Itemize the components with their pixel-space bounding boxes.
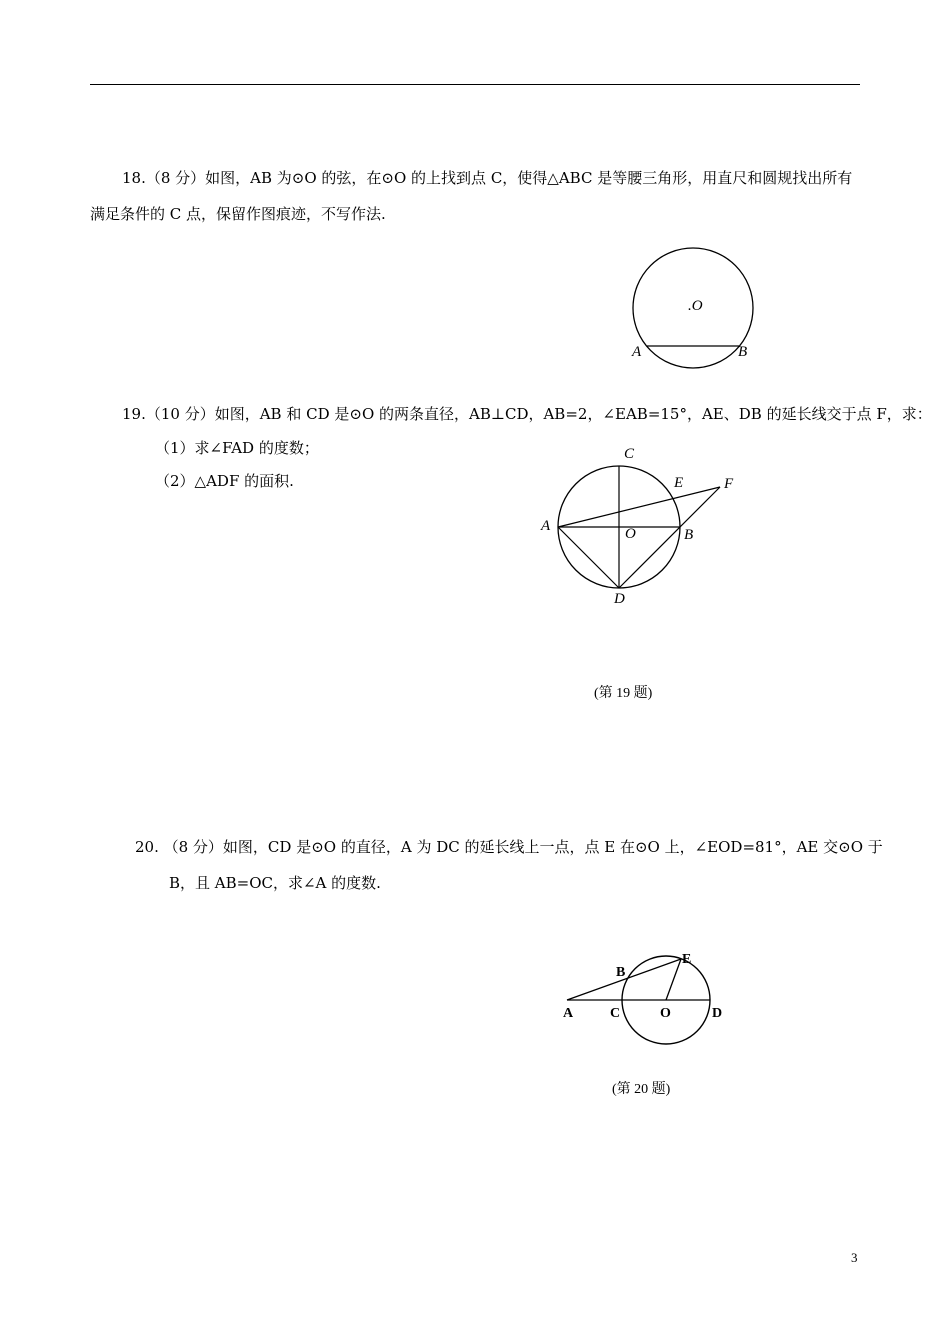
q18-label-a: A bbox=[632, 344, 642, 360]
q18-label-b: B bbox=[738, 344, 748, 360]
q19-label-b: B bbox=[684, 527, 694, 543]
q19-label-o: O bbox=[625, 526, 636, 542]
q19-label-f: F bbox=[724, 476, 734, 492]
q18-label-o: .O bbox=[688, 298, 703, 314]
q18-figure bbox=[620, 240, 770, 370]
q18-line2: 满足条件的 C 点，保留作图痕迹，不写作法. bbox=[90, 205, 386, 223]
header-rule bbox=[90, 84, 860, 85]
q19-line-af bbox=[558, 487, 720, 527]
q20-line1: 20. （8 分）如图，CD 是⊙O 的直径，A 为 DC 的延长线上一点，点 E 在⊙O 上，∠EOD=81°，AE 交⊙O 于 bbox=[135, 838, 883, 856]
q19-caption: (第 19 题) bbox=[594, 686, 653, 701]
q19-label-e: E bbox=[674, 475, 684, 491]
q20-label-a: A bbox=[563, 1006, 574, 1021]
q19-label-c: C bbox=[624, 446, 635, 462]
q20-label-b: B bbox=[616, 965, 626, 980]
q19-part2: （2）△ADF 的面积. bbox=[155, 472, 294, 490]
q20-label-d: D bbox=[712, 1006, 723, 1021]
q20-line-oe bbox=[666, 959, 681, 1000]
q20-label-e: E bbox=[682, 952, 692, 967]
q20-figure bbox=[555, 945, 740, 1055]
q18-line1: 18.（8 分）如图，AB 为⊙O 的弦，在⊙O 的上找到点 C，使得△ABC 是等腰三角形，用直尺和圆规找出所有 bbox=[122, 169, 853, 187]
q20-label-o: O bbox=[660, 1006, 671, 1021]
q20-caption: (第 20 题) bbox=[612, 1082, 671, 1097]
page-number: 3 bbox=[851, 1250, 858, 1265]
q19-figure bbox=[530, 440, 750, 610]
q20-label-c: C bbox=[610, 1006, 621, 1021]
q19-label-d: D bbox=[614, 591, 625, 607]
q19-line1: 19.（10 分）如图，AB 和 CD 是⊙O 的两条直径，AB⊥CD，AB=2，∠EAB=15°，AE、DB 的延长线交于点 F，求： bbox=[122, 405, 932, 423]
q19-line-ad bbox=[558, 527, 619, 588]
q20-line2: B，且 AB=OC，求∠A 的度数. bbox=[169, 874, 381, 892]
q19-part1: （1）求∠FAD 的度数； bbox=[155, 439, 319, 457]
q19-label-a: A bbox=[541, 518, 551, 534]
